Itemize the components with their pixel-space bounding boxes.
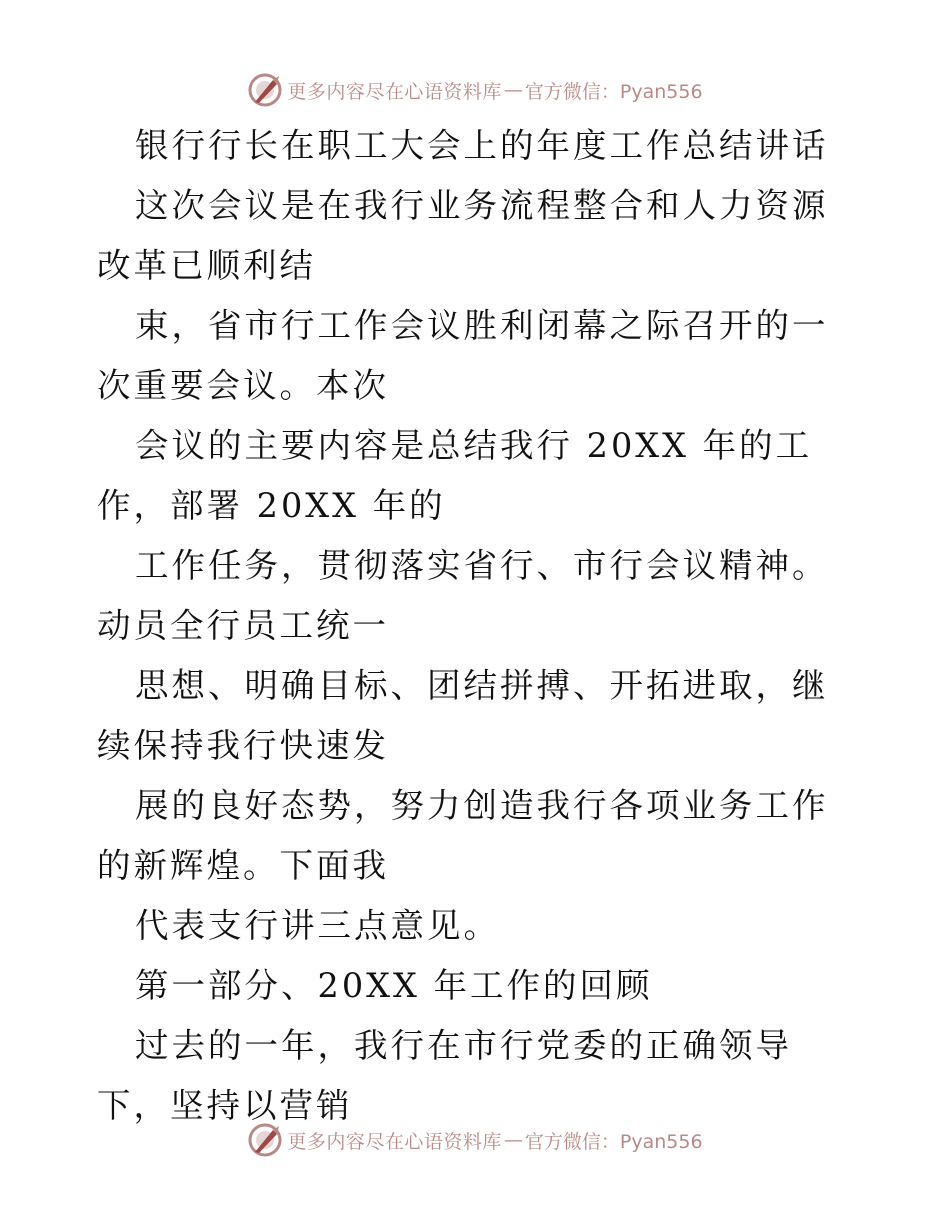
document-title: 银行行长在职工大会上的年度工作总结讲话 — [135, 126, 829, 165]
paragraph-line: 束，省市行工作会议胜利闭幕之际召开的一次重要会议。本次 — [97, 306, 829, 405]
paragraph-line: 工作任务，贯彻落实省行、市行会议精神。动员全行员工统一 — [97, 546, 829, 645]
paragraph-line: 过去的一年，我行在市行党委的正确领导下，坚持以营销 — [97, 1026, 792, 1125]
feather-pen-logo-icon — [247, 72, 283, 108]
watermark-site-text: 更多内容尽在心语资料库 — [287, 1130, 502, 1153]
watermark-separator: — — [503, 1129, 523, 1151]
watermark-contact-text: 官方微信：Pyan556 — [524, 1130, 703, 1153]
paragraph-line: 这次会议是在我行业务流程整合和人力资源改革已顺利结 — [97, 186, 829, 285]
footer-watermark — [0, 1120, 950, 1160]
watermark-separator: — — [503, 79, 523, 101]
paragraph-line: 会议的主要内容是总结我行 20XX 年的工作，部署 20XX 年的 — [97, 426, 813, 525]
section-heading: 第一部分、20XX 年工作的回顾 — [135, 966, 653, 1005]
paragraph-line: 代表支行讲三点意见。 — [135, 906, 500, 945]
paragraph-line: 思想、明确目标、团结拼搏、开拓进取，继续保持我行快速发 — [97, 666, 829, 765]
feather-pen-logo-icon — [247, 1122, 283, 1158]
watermark-site-text: 更多内容尽在心语资料库 — [287, 80, 502, 103]
watermark-contact-text: 官方微信：Pyan556 — [524, 80, 703, 103]
document-body — [97, 116, 857, 1136]
paragraph-line: 展的良好态势，努力创造我行各项业务工作的新辉煌。下面我 — [97, 786, 829, 885]
header-watermark — [0, 70, 950, 110]
